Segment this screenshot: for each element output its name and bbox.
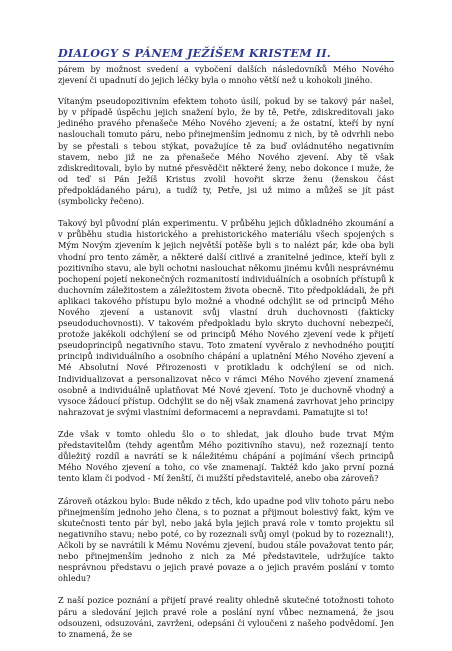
page-header-title: DIALOGY S PÁNEM JEŽÍŠEM KRISTEM II. [58, 46, 331, 60]
header-divider [58, 61, 394, 62]
paragraph: Vítaným pseudopozitivním efektem tohoto úsilí, pokud by se takový pár našel, by v případě úspěchu jejich snažení bylo, že by tě, Petře, zdiskreditovali jako jediného pravého přenašeče Mého Nového zjevení; a že ostatní, kteří by nyní naslouchali tomuto páru, nebo přinejmenším jednomu z nich, by tě odvrhli nebo by se přestali s tebou stýkat, považujíce tě za buď ovládnutého negativním stavem, nebo již ne za přenašeče Mého Nového zjevení. Aby tě však zdiskreditovali, bylo by nutné přesvědčit některé ženy, nebo dokonce i muže, že od teď si Pán Ježíš Kristus zvolil hovořit skrze ženu (ženskou část předpokládaného páru), a tudíž ty, Petře, jsi už mimo a můžeš se jít pást (symbolicky řečeno). [58, 96, 394, 207]
paragraph: párem by možnost svedení a vybočení dalších následovníků Mého Nového zjevení či upadnutí do jejich léčky byla o mnoho větší než u kohokoli jiného. [58, 64, 394, 86]
paragraph: Zde však v tomto ohledu šlo o to shledat, jak dlouho bude trvat Mým představitelům (tehdy agentům Mého pozitivního stavu), než rozeznají tento důležitý rozdíl a navrátí se k náležitému chápání a pojímání všech principů Mého Nového zjevení a toho, co vše znamenají. Taktéž kdo jako první pozná tento klam či podvod - Mí ženští, či mužští představitelé, anebo oba zároveň? [58, 429, 394, 484]
paragraph: Takový byl původní plán experimentu. V průběhu jejich důkladného zkoumání a v průběhu studia historického a prehistorického materiálu všech spojených s Mým Novým zjevením k jejich největší potěše byli s to nalézt pár, kde oba byli vhodní pro tento záměr, a některé další citlivé a zranitelné jedince, kteří byli z pozitivního stavu, ale byli ochotni naslouchat někomu jinému kvůli nesprávnému pochopení pojetí nekonečných rozmanitostí individuálních a osobních přístupů k duchovním záležitostem a záležitostem života obecně. Tito předpokládali, že při aplikaci takového přístupu bylo možné a vhodné odchýlit se od principů Mého Nového zjevení a ustanovit svůj vlastní druh duchovnosti (fakticky pseudoduchovnosti). V takovém předpokladu bylo skryto duchovní nebezpečí, protože jakékoli odchýlení se od principů Mého Nového zjevení vede k přijetí pseudoprincipů negativního stavu. Toto zmatení vyvěralo z nevhodného pouţití principů individuálního a osobního chápání a uplatnění Mého Nového zjevení a Mé Absolutní Nové Přirozenosti v protikladu k odchýlení se od nich. Individualizovat a personalizovat něco v rámci Mého Nového zjevení znamená osobně a individuálně uplatňovat Mé Nové zjevení. Toto je duchovně vhodný a vysoce žádoucí přístup. Odchýlit se do něj však znamená zavrhovat jeho principy nahrazovat je svými vlastními deformacemi a nepravdami. Pamatujte si to! [58, 218, 394, 417]
paragraph: Zároveň otázkou bylo: Bude někdo z těch, kdo upadne pod vliv tohoto páru nebo přinejmenším jednoho jeho člena, s to poznat a přijmout bolestivý fakt, kým ve skutečnosti tento pár byl, nebo jaká byla jejich pravá role v tomto projektu sil negativního stavu; nebo poté, co by rozeznali svůj omyl (pokud by to rozeznali!), Ačkoli by se navrátili k Mému Novému zjevení, budou stále považovat tento pár, nebo přinejmenším jednoho z nich za Mé představitele, udržujíce takto nesprávnou představu o jejich pravé povaze a o jejich pravém poslání v tomto ohledu? [58, 495, 394, 584]
document-body [58, 64, 394, 651]
paragraph: Z naší pozice poznání a přijetí pravé reality ohledně skutečné totožnosti tohoto páru a sledování jejich pravé role a poslání nyní vůbec neznamená, že jsou odsouzeni, odsuzováni, zavrženi, odepsáni či vyloučeni z našeho podvědomí. Jen to znamená, že se [58, 595, 394, 639]
